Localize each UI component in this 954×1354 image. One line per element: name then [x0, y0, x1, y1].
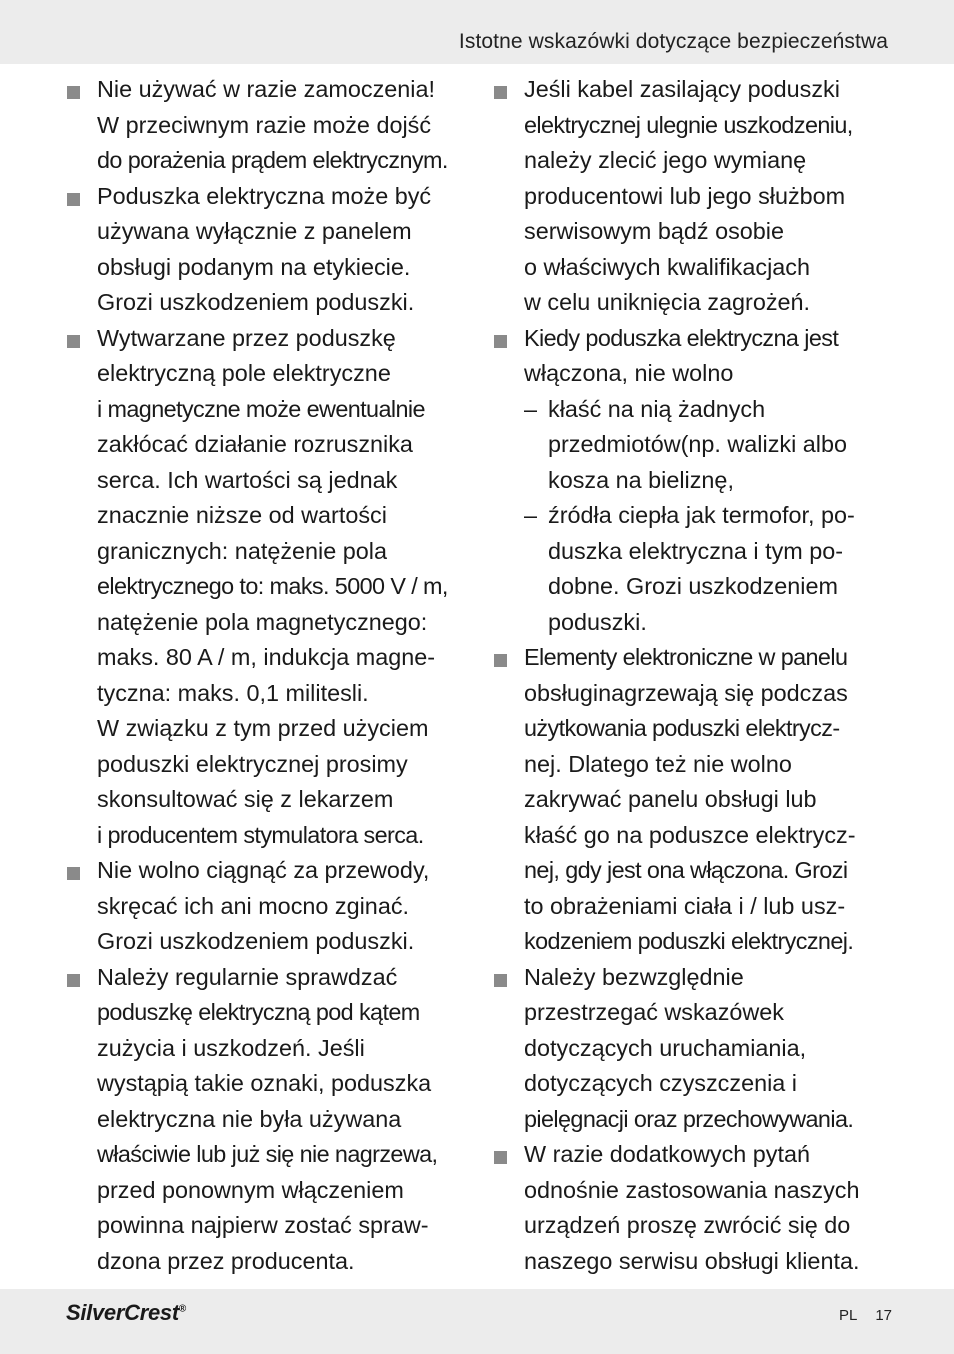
- left-column: [60, 72, 470, 1279]
- text-line: elektrycznej ulegnie uszkodzeniu,: [524, 111, 853, 138]
- text-line: granicznych: natężenie pola: [97, 537, 387, 564]
- registered-mark: ®: [178, 1303, 186, 1315]
- text-line: maks. 80 A / m, indukcja magne-: [97, 644, 436, 670]
- text-line: Należy bezwzględnie: [524, 963, 744, 990]
- text-line: powinna najpierw zostać spraw-: [97, 1212, 429, 1238]
- dash-mark: –: [524, 395, 538, 422]
- text-line: pielęgnacji oraz przechowywania.: [524, 1105, 854, 1132]
- text-line: naszego serwisu obsługi klienta.: [524, 1247, 860, 1274]
- text-line: do porażenia prądem elektrycznym.: [97, 147, 448, 173]
- text-line: znacznie niższe od wartości: [97, 502, 387, 528]
- text-line: Poduszka elektryczna może być: [97, 182, 432, 209]
- text-line: skręcać ich ani mocno zginać.: [97, 892, 410, 919]
- text-line: przedmiotów(np. walizki albo: [548, 431, 848, 457]
- text-line: nej, gdy jest ona włączona. Grozi: [524, 857, 848, 883]
- text-line: Elementy elektroniczne w panelu: [524, 644, 848, 670]
- text-line: W związku z tym przed użyciem: [97, 715, 429, 741]
- brand-name: SilverCrest: [66, 1300, 179, 1325]
- text-line: elektryczna nie była używana: [97, 1105, 402, 1132]
- page-info: [839, 1307, 892, 1324]
- text-line: zużycia i uszkodzeń. Jeśli: [97, 1034, 365, 1061]
- text-line: źródła ciepła jak termofor, po-: [548, 502, 855, 528]
- text-line: Nie używać w razie zamoczenia!: [97, 76, 435, 102]
- safety-item: [487, 960, 897, 1138]
- safety-item: [487, 321, 897, 641]
- text-line: obsługi podanym na etykiecie.: [97, 253, 411, 280]
- safety-item: [487, 640, 897, 960]
- text-line: odnośnie zastosowania naszych: [524, 1176, 860, 1203]
- text-line: elektrycznego to: maks. 5000 V / m,: [97, 573, 448, 599]
- safety-item: [60, 321, 470, 854]
- text-line: skonsultować się z lekarzem: [97, 786, 394, 812]
- text-line: włączona, nie wolno: [524, 360, 734, 386]
- text-line: przed ponownym włączeniem: [97, 1176, 404, 1203]
- text-line: producentowi lub jego służbom: [524, 182, 846, 209]
- text-line: Kiedy poduszka elektryczna jest: [524, 324, 839, 351]
- language-code: PL: [838, 1307, 858, 1324]
- text-line: duszka elektryczna i tym po-: [548, 537, 844, 564]
- safety-item: [487, 72, 897, 321]
- safety-item: [60, 179, 470, 321]
- safety-item: [60, 960, 470, 1280]
- square-bullet-icon: [67, 335, 80, 348]
- text-line: natężenie pola magnetycznego:: [97, 608, 428, 635]
- text-line: kodzeniem poduszki elektrycznej.: [524, 928, 854, 954]
- square-bullet-icon: [494, 654, 507, 667]
- dash-list-item: [524, 498, 897, 534]
- square-bullet-icon: [67, 867, 80, 880]
- text-line: Grozi uszkodzeniem poduszki.: [97, 928, 415, 954]
- dash-mark: –: [524, 502, 538, 528]
- text-line: przestrzegać wskazówek: [524, 999, 784, 1025]
- text-line: poduszki elektrycznej prosimy: [97, 750, 408, 777]
- text-line: elektryczną pole elektryczne: [97, 360, 391, 386]
- text-line: zakrywać panelu obsługi lub: [524, 786, 817, 812]
- text-line: nej. Dlatego też nie wolno: [524, 750, 792, 777]
- text-line: kłaść go na poduszce elektrycz-: [524, 821, 856, 848]
- text-line: w celu uniknięcia zagrożeń.: [524, 289, 811, 315]
- brand-logo: [66, 1300, 186, 1326]
- text-line: tyczna: maks. 0,1 militesli.: [97, 679, 369, 706]
- square-bullet-icon: [67, 974, 80, 987]
- page-header-title: Istotne wskazówki dotyczące bezpieczeństwa: [458, 30, 888, 53]
- text-line: serwisowym bądź osobie: [524, 218, 785, 244]
- text-line: Grozi uszkodzeniem poduszki.: [97, 289, 415, 315]
- text-line: użytkowania poduszki elektrycz-: [524, 715, 840, 741]
- text-line: i producentem stymulatora serca.: [97, 821, 424, 848]
- dash-list-item: [524, 392, 897, 428]
- square-bullet-icon: [494, 974, 507, 987]
- text-line: to obrażeniami ciała i / lub usz-: [524, 892, 846, 919]
- text-line: kłaść na nią żadnych: [548, 395, 766, 422]
- text-line: wystąpią takie oznaki, poduszka: [97, 1070, 432, 1096]
- square-bullet-icon: [67, 193, 80, 206]
- text-line: dotyczących czyszczenia i: [524, 1070, 797, 1096]
- text-line: dotyczących uruchamiania,: [524, 1034, 807, 1061]
- text-line: i magnetyczne może ewentualnie: [97, 395, 425, 422]
- text-line: Wytwarzane przez poduszkę: [97, 324, 396, 351]
- text-line: dzona przez producenta.: [97, 1247, 355, 1274]
- text-line: poduszki.: [548, 608, 647, 635]
- page-number: 17: [875, 1307, 892, 1324]
- text-line: o właściwych kwalifikacjach: [524, 253, 810, 280]
- text-line: Nie wolno ciągnąć za przewody,: [97, 857, 430, 883]
- right-column: [487, 72, 897, 1279]
- text-line: należy zlecić jego wymianę: [524, 147, 807, 173]
- text-line: W razie dodatkowych pytań: [524, 1141, 811, 1167]
- square-bullet-icon: [494, 335, 507, 348]
- text-line: kosza na bieliznę,: [548, 466, 734, 493]
- safety-item: [60, 72, 470, 179]
- text-line: Jeśli kabel zasilający poduszki: [524, 76, 840, 102]
- text-line: urządzeń proszę zwrócić się do: [524, 1212, 851, 1238]
- text-line: serca. Ich wartości są jednak: [97, 466, 398, 493]
- text-line: obsługinagrzewają się podczas: [524, 679, 848, 706]
- text-line: zakłócać działanie rozrusznika: [97, 431, 413, 457]
- text-line: W przeciwnym razie może dojść: [97, 111, 432, 138]
- safety-item: [60, 853, 470, 960]
- text-line: właściwie lub już się nie nagrzewa,: [97, 1141, 438, 1167]
- text-line: poduszkę elektryczną pod kątem: [97, 999, 420, 1025]
- square-bullet-icon: [494, 86, 507, 99]
- safety-item: [487, 1137, 897, 1279]
- text-line: Należy regularnie sprawdzać: [97, 963, 398, 990]
- text-line: dobne. Grozi uszkodzeniem: [548, 573, 838, 599]
- square-bullet-icon: [494, 1151, 507, 1164]
- square-bullet-icon: [67, 86, 80, 99]
- text-line: używana wyłącznie z panelem: [97, 218, 412, 244]
